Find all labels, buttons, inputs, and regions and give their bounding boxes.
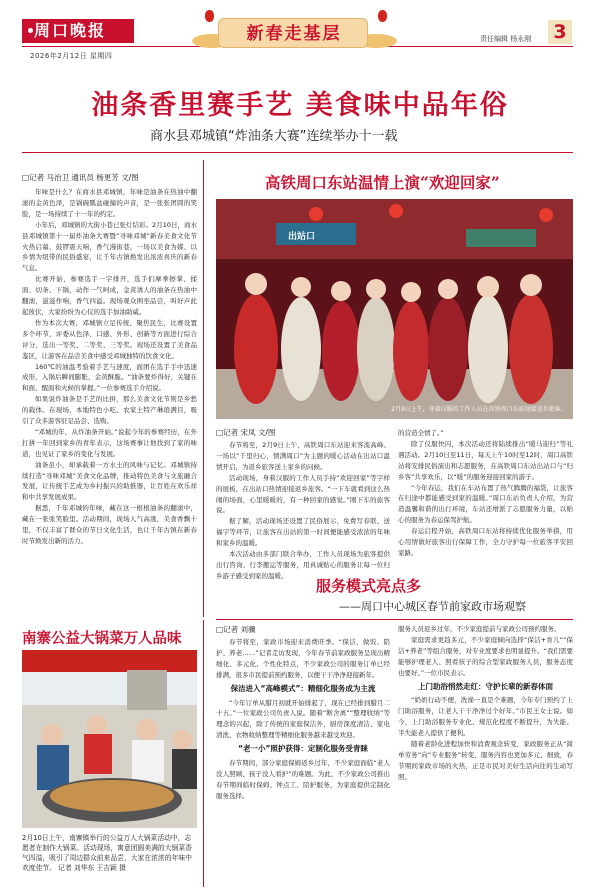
service-byline: □记者 刘骥 (216, 625, 256, 634)
paragraph: 据悉，千年邓城的年味，藏在这一根根油条的翻滚中，藏在一张张笑脸里。活动期间，现场人气高涨，美食香飘十里，不仅丰富了群众的节日文化生活，也让千年古镇在新春时节焕发出新的活力。 (22, 504, 197, 545)
section-banner (218, 18, 368, 48)
paragraph: 春节将至，家政市场迎来消费旺季。“保洁、做饭、陪护、养老……”记者走访发现，今年春节前家政服务呈现出精细化、多元化、个性化特点，不少家政公司的服务订单已经排满，很多市民提前预约服务，以便干干净净迎接新年。 (216, 638, 390, 679)
service-subhead: “老一小”照护获得：定制化服务受青睐 (238, 744, 368, 754)
banner-text: 新春走基层 (246, 24, 342, 44)
paragraph: 本次活动由多部门联合举办，工作人员现场为旅客提供出行咨询、行李搬运等服务，用真诚贴心的服务让每一位归乡游子感受到家的温暖。 (216, 550, 390, 580)
main-headline: 油条香里赛手艺 美食味中品年俗 (91, 90, 509, 121)
paragraph: 如果说炸油条是手艺的比拼，那么美食文化节则是乡愁的载体。在现场，本地特色小吃、农家土特产琳琅满目，吸引了众多游客驻足品尝、选购。 (22, 395, 197, 426)
service-subhead: 保洁进入“高峰模式”：精细化服务成为主流 (230, 683, 376, 693)
paragraph: “今年春运，我们在车站布置了热气腾腾的福袋，让旅客在归途中都能感受到家的温暖。”周口东站负责人介绍，为营造温馨和谐的出行环境，车站还增派了志愿服务力量，以贴心的服务为春运保驾护航。 (398, 483, 573, 525)
newspaper-brand (22, 19, 134, 43)
main-article-body (22, 187, 197, 587)
paragraph: 活动现场，身着汉服的工作人员手持“欢迎回家”等字样的展板，在出站口热情迎接返乡旅客。“一下车就看到这么热闹的场面，心里暖暖的，有一种回家的感觉。”刚下车的旅客说。 (216, 473, 390, 515)
column-divider (203, 620, 204, 887)
service-article-body-continued (398, 624, 573, 887)
lantern-icon (205, 10, 214, 22)
gaotie-byline: □记者 宋凤 文/图 (216, 428, 276, 437)
paragraph: “邓城的年，从炸油条开始。”说起今年的参赛经历，在外打拼一年回到家乡的青年表示，这场赛事让他找到了家的味道，也见证了家乡的变化与发展。 (22, 427, 197, 458)
daguocai-photo (22, 650, 197, 828)
station-photo-caption: 2月9日上午，身着汉服的工作人员在高铁周口东站迎接返乡旅客。 (391, 406, 567, 413)
paragraph: 家庭需求更趋多元，不少家庭倾向选择“保洁+育儿”“保洁+养老”等组合服务，对专业度要求也明显提升。“我们需要能够护理老人、照看孩子的综合型家政服务人员，服务态度也要好。”一位市民表示。 (398, 635, 573, 677)
lantern-icon (378, 10, 387, 22)
brand-dot-icon (28, 28, 33, 33)
paragraph: 据了解，活动现场还设置了民俗展示、免费写春联、送福字等环节，让旅客在出站的第一时间便能感受浓浓的年味和家乡的温暖。 (216, 517, 390, 548)
column-divider (203, 160, 204, 617)
station-photo (216, 199, 573, 419)
daguocai-caption-text: 2月10日上午，南寨镇举行的公益万人大锅菜活动中，志愿者在制作大锅菜。活动现场，寓意团圆美满的大锅菜香气四溢，吸引了周边群众前来品尝，大家在浓浓的年味中欢度佳节。 (22, 834, 192, 872)
daguocai-title: 南寨公益大锅菜万人品味 (22, 630, 182, 647)
issue-date: 2026年2月12日 星期四 (30, 52, 113, 60)
paragraph: 春运启程开始，高铁周口东站将持续优化服务举措，用心用情做好旅客出行保障工作，全力守护每一位旅客平安回家路。 (398, 527, 573, 557)
brand-name: 周口晚报 (34, 21, 107, 40)
paragraph: 油条虽小，却承载着一方水土的风味与记忆。邓城镇持续打造“寻味邓城”美食文化品牌，推动特色美食与文旅融合发展，让传统手艺成为乡村振兴的助推器，让百姓在欢乐祥和中共享发展成果。 (22, 460, 197, 502)
service-article-body (216, 637, 390, 887)
exit-sign: 出站口 (288, 232, 316, 242)
station-photo-illustration (216, 199, 573, 419)
headline-rule (22, 152, 573, 153)
paragraph: “今年订单从腊月初就开始排起了，现在已经排到腊月二十五。”一位家政公司负责人说。随着“断舍离”“整理收纳”等理念的兴起，除了传统的家庭保洁外，厨房深度清洁、家电清洗、衣物收纳整理等精细化服务越来越受欢迎。 (216, 698, 390, 740)
page-number: 3 (548, 20, 572, 44)
main-byline: □记者 马治卫 通讯员 杨更芳 文/图 (22, 173, 139, 182)
paragraph: 服务人员返乡过年，不少家庭提前与家政公司预约服务。 (398, 625, 561, 633)
service-subtitle: ——周口中心城区春节前家政市场观察 (335, 598, 530, 614)
editor-credit: 责任编辑 杨永刚 (480, 35, 532, 43)
paragraph: 除了仪服快闪，本次活动还将陆续推出“暖马迎归”等礼遇活动。2月10日至11日，每天上午10时至12时，周口高铁站将安排民俗演出和志愿服务，在高铁周口东站出站口与“归乡客”共享欢乐，以“暖”的服务迎接回家的游子。 (398, 439, 573, 481)
paragraph: “奶奶行动不便，洗澡一直是个难题，今年专门预约了上门助浴服务，让老人干干净净过个好年。”市民王女士说。如今，上门助浴服务专业化、规范化程度不断提升，为失能、半失能老人提供了便利。 (398, 696, 573, 738)
paragraph: 的营造全情了。” (398, 429, 444, 437)
service-title: 服务模式亮点多 (312, 575, 425, 596)
daguocai-photo-illustration (22, 650, 197, 828)
gaotie-title: 高铁周口东站温情上演“欢迎回家” (265, 173, 500, 192)
paragraph: 年味是什么？在商水县邓城镇，年味是油条在热油中翻滚的金黄色泽，是锅碗瓢盆碰撞的声音，是一张张团圆的笑脸，是一场持续了十一年的约定。 (22, 188, 197, 218)
main-subheadline: 商水县邓城镇“炸油条大赛”连续举办十一载 (150, 129, 398, 144)
paragraph: 春节将至，2月9日上午，高铁周口东站迎来客流高峰。一场以“千里归心，情满周口”为主题的暖心活动在出站口温情开启，为返乡旅客送上家乡的问候。 (216, 441, 390, 471)
paragraph: 随着老龄化进程加快和消费观念转变，家政服务正从“简单劳务”向“专业服务”转变，服务内容也更加多元、细致，春节期间家政市场的火热，正是市民对美好生活向往的生动写照。 (398, 740, 573, 781)
paragraph: 作为本次大赛，邓城镇立足传统、聚焦民生，比赛设置多个环节，评委从色泽、口感、外形、创新等方面进行综合评分，选出一等奖、二等奖、三等奖。现场还设置了美食品鉴区，让游客在品尝美食中感受邓城独特的饮食文化。 (22, 318, 197, 360)
daguocai-caption-credit: 记者 刘华东 王吉颖 摄 (58, 864, 126, 872)
paragraph: 春节期间，部分家庭保姆返乡过年，不少家庭面临“老人没人照顾、孩子没人看护”的难题。为此，不少家政公司推出春节期间临时保姆、钟点工、陪护服务，为家庭提供定制化服务选择。 (216, 759, 390, 800)
section-divider (216, 619, 573, 620)
paragraph: 小年后，邓城镇的大街小巷已张灯结彩。2月10日，商水县邓城镇第十一届炸油条大赛暨“寻味邓城”新春美食文化节火热启幕，鼓锣震天响，香气漫街巷，一场以美食为媒、以乡情为纽带的民俗盛宴，让千年古镇焕发出浓浓喜庆的新春气息。 (22, 220, 197, 273)
masthead (0, 0, 600, 62)
paragraph: 160℃的油温考验着手艺与速度，面团在选手手中迅速成形，入锅后瞬间膨胀，金黄酥脆。“油条要炸得好，关键在和面、醒面和火候的掌握。”一位参赛选手介绍说。 (22, 362, 197, 393)
daguocai-caption (22, 833, 197, 873)
paragraph: 比赛开始，参赛选手一字排开，选手们摩拳擦掌、揉面、切条、下锅，动作一气呵成，金黄诱人的油条在热油中翻滚，滋滋作响，香气四溢。现场观众围坐品尝，叫好声此起彼伏，大家纷纷为心仪的选手加油助威。 (22, 275, 197, 316)
service-subhead: 上门助浴悄然走红：守护长辈的新春体面 (418, 681, 553, 691)
